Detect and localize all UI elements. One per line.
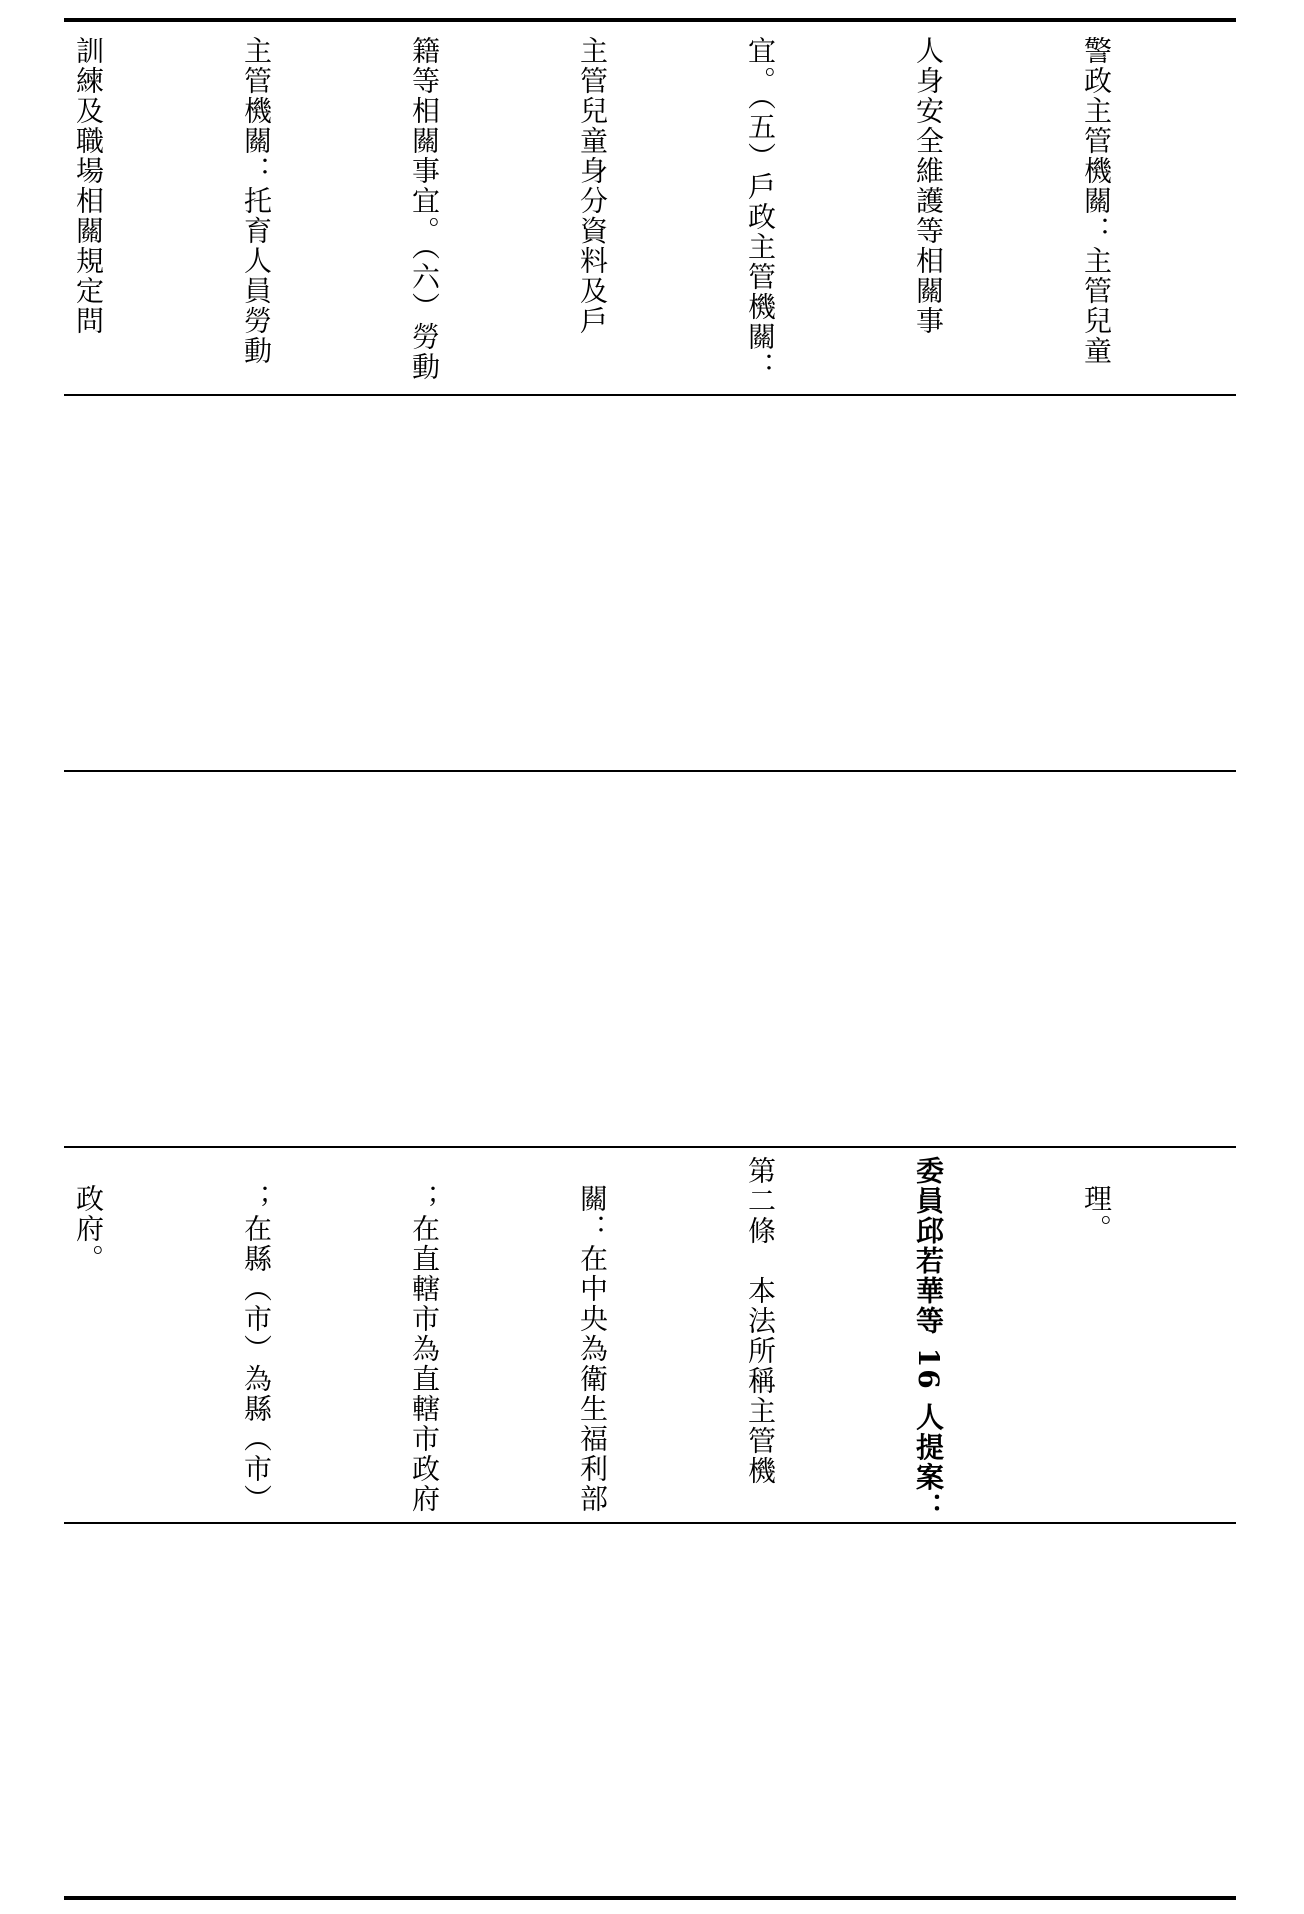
text-line: 警政主管機關：主管兒童 <box>1080 36 1113 366</box>
text-line: 主管機關：托育人員勞動 <box>240 36 273 366</box>
top-border-rule <box>64 18 1236 22</box>
row-divider-4 <box>64 1522 1236 1524</box>
top-band-text <box>64 36 1236 392</box>
article-line: 第二條 本法所稱主管機 <box>744 1156 777 1486</box>
row-divider-2 <box>64 770 1236 772</box>
text-line: 理。 <box>1080 1184 1113 1244</box>
text-line: ；在縣（市）為縣（市） <box>240 1184 273 1514</box>
bottom-border-rule <box>64 1896 1236 1900</box>
text-line: 政府。 <box>72 1184 105 1274</box>
text-line: ；在直轄市為直轄市政府 <box>408 1184 441 1514</box>
text-line: 主管兒童身分資料及戶 <box>576 36 609 336</box>
text-line: 訓練及職場相關規定問 <box>72 36 105 336</box>
text-line: 關：在中央為衛生福利部 <box>576 1184 609 1514</box>
text-line: 宜。（五）戶政主管機關： <box>744 36 777 382</box>
row-divider-3 <box>64 1146 1236 1148</box>
row-divider-1 <box>64 394 1236 396</box>
proposal-heading: 委員邱若華等 16 人提案： <box>912 1156 945 1523</box>
bottom-band-text <box>64 1156 1236 1523</box>
text-line: 籍等相關事宜。（六）勞動 <box>408 36 441 382</box>
text-line: 人身安全維護等相關事 <box>912 36 945 336</box>
